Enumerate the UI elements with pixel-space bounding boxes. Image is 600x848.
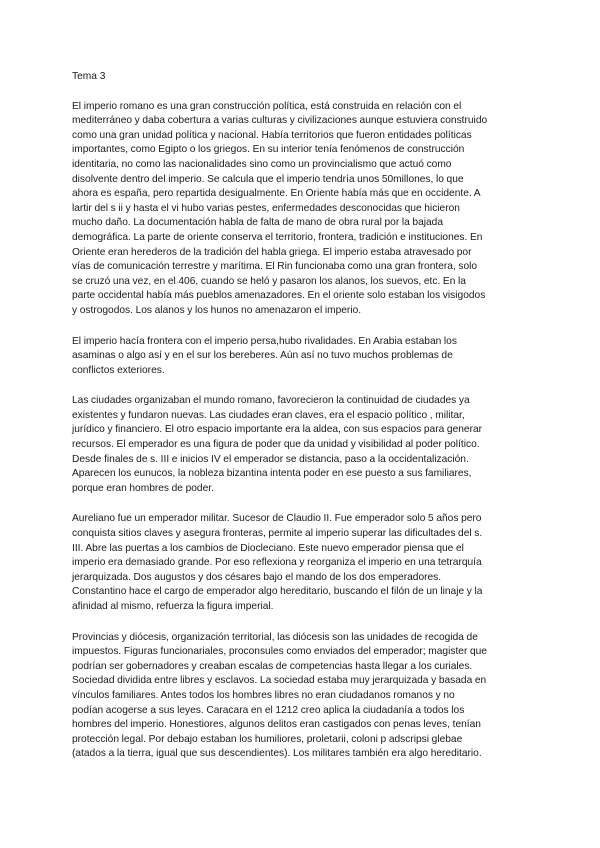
paragraph	[72, 631, 532, 762]
text-line: lartir del s ii y hasta el vi hubo varias pestes, enfermedades desconocidas que hicieron	[72, 202, 460, 214]
text-line: podían acogerse a sus leyes. Caracara en el 1212 creo aplica la ciudadanía a todos los	[72, 704, 465, 716]
text-line: impuestos. Figuras funcionariales, proconsules como enviados del emperador; magister que	[72, 646, 487, 658]
document-body	[72, 100, 532, 762]
text-line: Las ciudades organizaban el mundo romano, favorecieron la continuidad de ciudades ya	[72, 395, 470, 407]
text-line: identitaria, no como las nacionalidades sino como un provincialismo que actuó como	[72, 158, 452, 170]
text-line: Constantino hace el cargo de emperador algo hereditario, buscando el filón de un linaje y la	[72, 586, 483, 598]
text-line: recursos. El emperador es una figura de poder que da unidad y visibilidad al poder político.	[72, 439, 480, 451]
text-line: Provincias y diócesis, organización territorial, las diócesis son las unidades de recogida de	[72, 631, 478, 643]
text-line: existentes y fundaron nuevas. Las ciudades eran claves, era el espacio político , militar,	[72, 409, 465, 421]
text-line: Aparecen los eunucos, la nobleza bizantina intenta poder en ese puesto a sus familiares,	[72, 468, 472, 480]
text-line: parte occidental había más pueblos amenazadores. En el oriente solo estaban los visigodos	[72, 290, 486, 302]
text-line: demográfica. La parte de oriente conserva el territorio, frontera, tradición e instituciones. En	[72, 231, 483, 243]
text-line: Aureliano fue un emperador militar. Sucesor de Claudio II. Fue emperador solo 5 años pero	[72, 513, 482, 525]
paragraph	[72, 394, 532, 496]
document-title: Tema 3	[72, 71, 106, 82]
text-line: Sociedad dividida entre libres y esclavos. La sociedad estaba muy jerarquizada y basada en	[72, 675, 487, 687]
text-line: hombres del imperio. Honestiores, algunos delitos eran castigados con penas leves, tenían	[72, 719, 481, 731]
text-line: disolvente dentro del imperio. Se calcula que el imperio tendría unos 50millones, lo que	[72, 173, 464, 185]
paragraph	[72, 512, 532, 614]
text-line: mucho daño. La documentación habla de falta de mano de obra rural por la bajada	[72, 217, 443, 229]
text-line: mediterráneo y daba cobertura a varias culturas y civilizaciones aunque estuviera construido	[72, 115, 488, 127]
text-line: jurídico y financiero. El otro espacio importante era la aldea, con sus espacios para generar	[72, 424, 483, 436]
text-line: y ostrogodos. Los alanos y los hunos no amenazaron el imperio.	[72, 304, 362, 316]
text-line: III. Abre las puertas a los cambios de Diocleciano. Este nuevo emperador piensa que el	[72, 542, 464, 554]
text-line: vías de comunicación terrestre y marítima. El Rin funcionaba como una gran frontera, solo	[72, 261, 478, 273]
document-page	[72, 70, 532, 778]
text-line: protección legal. Por debajo estaban los humiliores, proletarii, coloni p adscripsi glebae	[72, 733, 463, 745]
text-line: conquista sitios claves y asegura fronteras, permite al imperio superar las dificultades del s.	[72, 528, 483, 540]
text-line: ahora es españa, pero repartida desigualmente. En Oriente había más que en occidente. A	[72, 188, 481, 200]
text-line: Desde finales de s. III e inicios IV el emperador se distancia, paso a la occidentalización.	[72, 453, 469, 465]
text-line: conflictos exteriores.	[72, 364, 165, 376]
text-line: imperio era demasiado grande. Por eso reflexiona y reorganiza el imperio en una tetrarquía	[72, 557, 482, 569]
text-line: asaminas o algo así y en el sur los bereberes. Aún así no tuvo muchos problemas de	[72, 350, 453, 362]
paragraph	[72, 100, 532, 319]
text-line: vínculos familiares. Antes todos los hombres libres no eran ciudadanos romanos y no	[72, 689, 455, 701]
text-line: El imperio hacía frontera con el imperio persa,hubo rivalidades. En Arabia estaban los	[72, 335, 457, 347]
text-line: El imperio romano es una gran construcción política, está construida en relación con el	[72, 100, 462, 112]
paragraph	[72, 335, 532, 379]
text-line: porque eran hombres de poder.	[72, 482, 214, 494]
text-line: afinidad al mismo, refuerza la figura imperial.	[72, 601, 274, 612]
text-line: jerarquizada. Dos augustos y dos césares bajo el mando de los dos emperadores.	[72, 571, 442, 583]
text-line: (atados a la tierra, igual que sus descendientes). Los militares también era algo hereditario.	[72, 748, 482, 760]
text-line: podrían ser gobernadores y creaban escalas de competencias hasta llegar a los curiales.	[72, 660, 473, 672]
text-line: como una gran unidad política y nacional. Había territorios que fueron entidades políticas	[72, 129, 472, 141]
text-line: Oriente eran herederos de la tradición del habla griega. El imperio estaba atravesado por	[72, 246, 472, 258]
text-line: importantes, como Egipto o los griegos. En su interior tenía fenómenos de construcción	[72, 144, 465, 156]
text-line: se cruzó una vez, en el 406, cuando se heló y pasaron los alanos, los suevos, etc. En la	[72, 275, 466, 287]
